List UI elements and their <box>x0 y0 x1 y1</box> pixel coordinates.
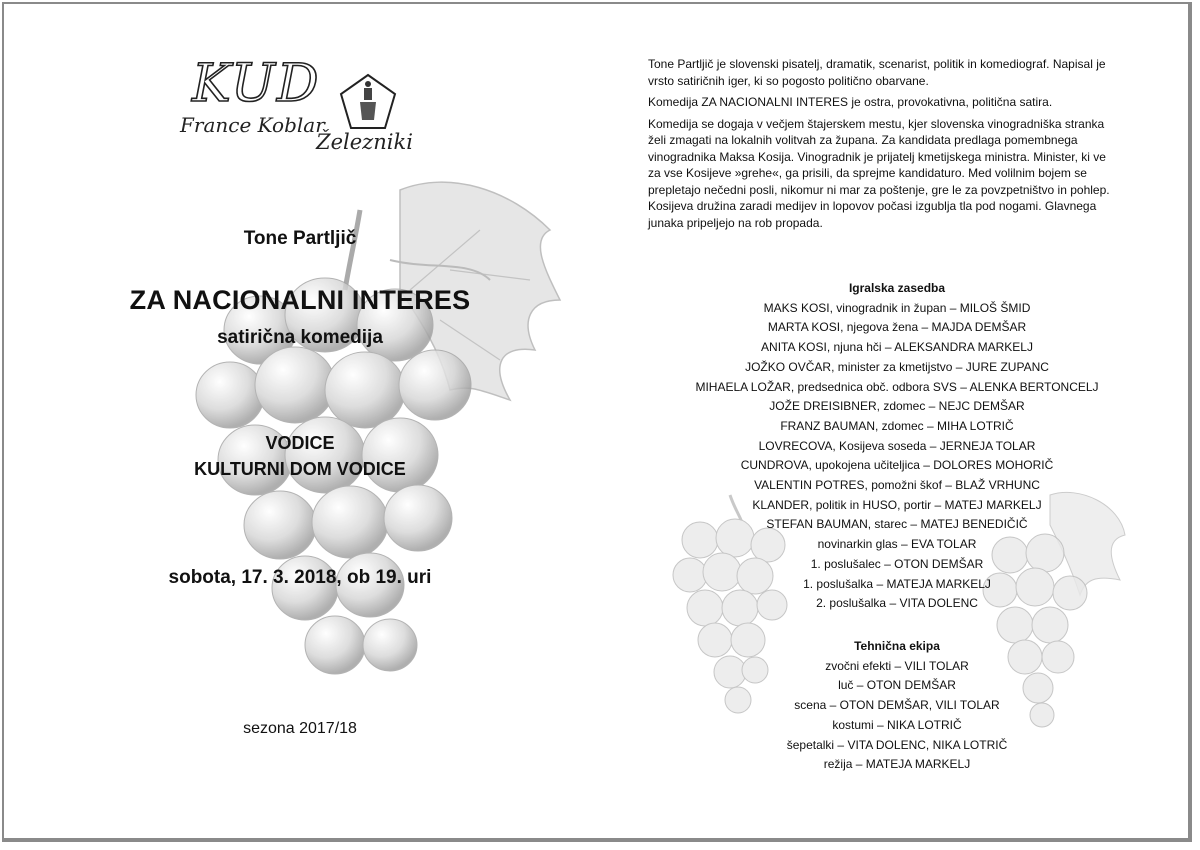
crew-heading: Tehnična ekipa <box>854 639 940 653</box>
performance-date: sobota, 17. 3. 2018, ob 19. uri <box>168 567 432 588</box>
cast-row: 1. poslušalec – OTON DEMŠAR <box>810 556 984 571</box>
cast-list <box>600 279 1194 614</box>
crew-row: zvočni efekti – VILI TOLAR <box>825 658 969 673</box>
crew-row: kostumi – NIKA LOTRIČ <box>832 717 962 732</box>
cast-row: JOŽKO OVČAR, minister za kmetijstvo – JURE ZUPANC <box>745 359 1049 374</box>
emblem-icon <box>338 72 398 132</box>
synopsis-paragraph: Komedija ZA NACIONALNI INTERES je ostra, provokativna, politična satira. <box>648 95 1053 109</box>
cast-row: CUNDROVA, upokojena učiteljica – DOLORES MOHORIČ <box>740 458 1054 473</box>
play-subtitle: satirična komedija <box>217 327 383 348</box>
cast-row: FRANZ BAUMAN, zdomec – MIHA LOTRIČ <box>780 418 1014 433</box>
synopsis <box>648 56 1118 236</box>
synopsis-paragraph: Tone Partljič je slovenski pisatelj, dramatik, scenarist, politik in komediograf. Napisal je vrsto satiričnih iger, ki so pogosto politično obarvane. <box>648 57 1106 88</box>
logo-name-text: France Koblar <box>180 113 325 137</box>
cast-row: VALENTIN POTRES, pomožni škof – BLAŽ VRHUNC <box>754 478 1040 493</box>
kud-logo <box>178 54 428 158</box>
cast-row: JOŽE DREISIBNER, zdomec – NEJC DEMŠAR <box>769 399 1025 414</box>
cast-row: MIHAELA LOŽAR, predsednica obč. odbora SVS – ALENKA BERTONCELJ <box>695 379 1099 394</box>
cast-row: ANITA KOSI, njuna hči – ALEKSANDRA MARKELJ <box>761 340 1033 355</box>
logo-place-text: Železniki <box>316 130 413 154</box>
author-name: Tone Partljič <box>243 228 357 249</box>
venue-town: VODICE <box>265 433 335 453</box>
crew-row: luč – OTON DEMŠAR <box>838 678 956 693</box>
venue <box>0 430 600 482</box>
right-panel <box>600 0 1200 850</box>
play-title: ZA NACIONALNI INTERES <box>129 285 471 315</box>
cast-heading: Igralska zasedba <box>848 281 946 295</box>
cast-row: MARTA KOSI, njegova žena – MAJDA DEMŠAR <box>767 320 1027 335</box>
crew-row: šepetalki – VITA DOLENC, NIKA LOTRIČ <box>786 737 1008 752</box>
logo-kud-text: KUD <box>192 54 321 114</box>
cast-row: 2. poslušalka – VITA DOLENC <box>816 596 978 611</box>
synopsis-paragraph: Komedija se dogaja v večjem štajerskem mestu, kjer slovenska vinogradniška stranka želi zmagati na lokalnih volitvah za župana. Za kandidata predlaga pomembnega vinogradnika Maksa Kosija. Vinogradnik je prijatelj kmetijskega ministra. Minister, ki ve za vse Kosijeve »grehe«, ga prisili, da sprejme kandidaturo. Med volilnim bojem se prepletajo nečedni posli, nikomur ni mar za poštenje, gre le za povzpetništvo in pohlep. Kosijeva družina zaradi medijev in lopovov počasi izgublja tla pod nogami. Glavnega junaka pripeljejo na rob propada. <box>648 116 1110 230</box>
crew-row: režija – MATEJA MARKELJ <box>823 757 971 772</box>
cast-row: MAKS KOSI, vinogradnik in župan – MILOŠ ŠMID <box>763 300 1031 315</box>
venue-hall: KULTURNI DOM VODICE <box>194 459 406 479</box>
cast-row: STEFAN BAUMAN, starec – MATEJ BENEDIČIČ <box>766 517 1028 532</box>
cast-row: KLANDER, politik in HUSO, portir – MATEJ MARKELJ <box>752 497 1042 512</box>
cast-row: LOVRECOVA, Kosijeva soseda – JERNEJA TOLAR <box>758 438 1036 453</box>
crew-row: scena – OTON DEMŠAR, VILI TOLAR <box>794 698 1000 713</box>
cast-row: novinarkin glas – EVA TOLAR <box>817 537 977 552</box>
cast-row: 1. poslušalka – MATEJA MARKELJ <box>803 576 991 591</box>
crew-list <box>600 637 1194 775</box>
season-label: sezona 2017/18 <box>243 720 357 737</box>
